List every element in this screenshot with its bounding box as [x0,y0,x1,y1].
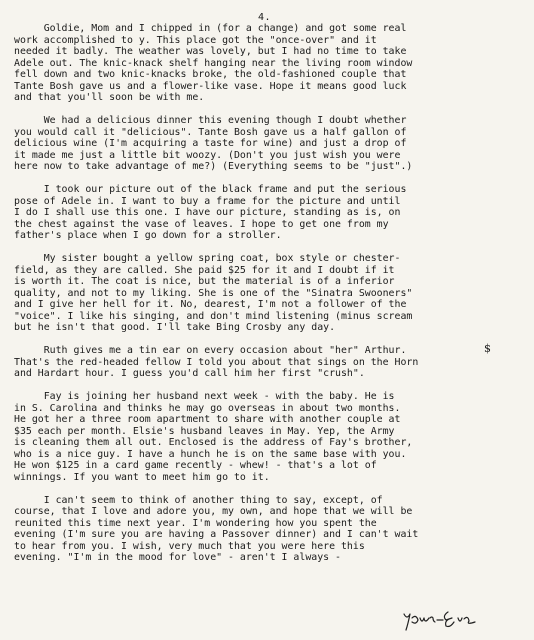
text-line: who is a nice guy. I have a hunch he is on the same base with you. [14,448,407,460]
text-line: pose of Adele in. I want to buy a frame for the picture and until [14,195,401,207]
text-line: delicious wine (I'm acquiring a taste for wine) and just a drop of [14,138,407,149]
text-line: "voice". I like his singing, and don't mind listening (minus scream [14,310,413,322]
text-line: and I give her hell for it. No, dearest, I'm not a follower of the [14,299,407,310]
text-line: Ruth gives me a tin ear on every occasion about "her" Arthur. [14,345,407,356]
text-line: but he isn't that good. I'll take Bing Crosby any day. [14,322,336,333]
text-line: to hear from you. I wish, very much that you were here this [14,540,365,552]
text-line: is cleaning them all out. Enclosed is the address of Fay's brother, [14,437,413,448]
text-line: That's the red-headed fellow I told you about that sings on the Horn [14,356,419,368]
text-line: $35 each per month. Elsie's husband leaves in May. Yep, the Army [14,425,395,437]
text-line: evening (I'm sure you are having a Passover dinner) and I can't wait [14,529,419,540]
text-line: quality, and not to my liking. She is one of the "Sinatra Swooners" [14,287,413,299]
text-line: you would call it "delicious". Tante Bosh gave us a half gallon of [14,126,407,138]
text-line: I took our picture out of the black frame and put the serious [14,184,407,195]
paragraph-gap [14,173,526,185]
text-line: Adele out. The knic-knack shelf hanging near the living room window [14,57,413,69]
paragraph-gap [14,334,526,346]
text-line: and Hardart hour. I guess you'd call him her first "crush". [14,368,365,379]
text-line: He won $125 in a card game recently - whew! - that's a lot of [14,460,377,471]
text-line: evening. "I'm in the mood for love" - aren't I always - [14,552,341,563]
text-line: Goldie, Mom and I chipped in (for a change) and got some real [14,23,407,34]
text-line: winnings. If you want to meet him go to it. [14,471,270,483]
text-line: the chest against the vase of leaves. I hope to get one from my [14,218,389,230]
text-line: and that you'll soon be with me. [14,92,205,103]
text-line: needed it badly. The weather was lovely, but I had no time to take [14,46,407,57]
paragraph-gap [14,380,526,392]
text-line: I can't seem to think of another thing to say, except, of [14,494,383,506]
text-line: I do I shall use this one. I have our picture, standing as is, on [14,207,401,218]
text-line: We had a delicious dinner this evening though I doubt whether [14,115,407,126]
text-line: here now to take advantage of me?) (Everything seems to be "just".) [14,161,413,172]
text-line: fell down and two knic-knacks broke, the old-fashioned couple that [14,69,407,80]
text-line: is worth it. The coat is nice, but the material is of a inferior [14,276,395,287]
page-number: 4. [258,12,272,23]
text-line: course, that I love and adore you, my own, and hope that we will be [14,506,413,517]
text-line: in S. Carolina and thinks he may go overseas in about two months. [14,402,401,414]
text-line: Fay is joining her husband next week - with the baby. He is [14,391,395,402]
text-line: father's place when I go down for a stroller. [14,230,282,241]
paragraph-gap [14,104,526,116]
text-line: it made me just a little bit woozy. (Don't you just wish you were [14,149,401,161]
text-line: work accomplished to y. This place got the "once-over" and it [14,34,377,46]
margin-mark: $ [484,342,491,355]
text-line: My sister bought a yellow spring coat, box style or chester- [14,253,401,264]
text-line: field, as they are called. She paid $25 for it and I doubt if it [14,264,395,276]
text-line: He got her a three room apartment to share with another couple at [14,414,401,425]
signature-handwriting-icon [400,604,480,634]
paragraph-gap [14,242,526,254]
text-line: Tante Bosh gave us and a flower-like vase. Hope it means good luck [14,80,407,92]
text-line: reunited this time next year. I'm wondering how you spent the [14,517,377,529]
paragraph-gap [14,483,526,495]
signature [400,604,480,634]
letter-body [14,23,526,564]
